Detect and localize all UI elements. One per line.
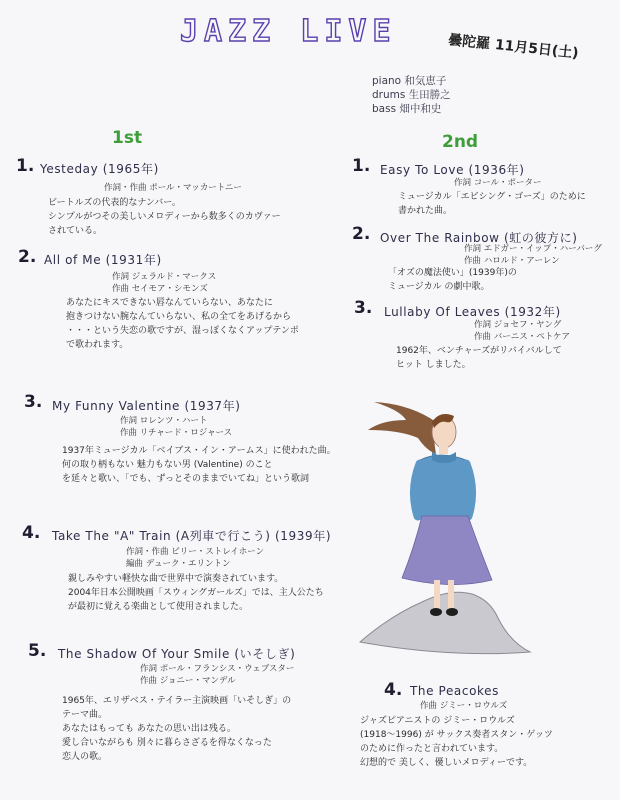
song-title: Easy To Love (1936年) [380, 163, 525, 177]
left-shoe [430, 608, 442, 616]
desc-line: ミュージカル の劇中歌。 [388, 282, 490, 292]
song-credit: 作詞・作曲 ビリー・ストレイホーン [126, 547, 265, 557]
song-number: 1. [16, 156, 35, 176]
song-description [68, 572, 324, 614]
desc-line: 書かれた曲。 [398, 206, 453, 216]
song-credit: 作曲 セイモア・シモンズ [112, 284, 208, 294]
song-title: The Shadow Of Your Smile (いそしぎ) [58, 647, 296, 661]
song-credit: 作詞 ジョセフ・ヤング [474, 320, 562, 330]
song-description [66, 296, 299, 352]
song-number: 2. [352, 224, 371, 244]
desc-line: ・・・という失恋の歌ですが、湿っぽくなくアップテンポ [66, 326, 299, 336]
song-number: 5. [28, 641, 47, 661]
song-credit: 作曲 ジョニー・マンデル [140, 676, 236, 686]
song-title: The Peacokes [410, 684, 499, 698]
member-drums: drums 生田勝之 [372, 89, 451, 101]
song-credit: 作詞 コール・ポーター [454, 178, 542, 188]
woman-illustration [340, 380, 600, 670]
desc-line: 1965年、エリザベス・テイラー主演映画「いそしぎ」の [62, 696, 292, 706]
song-title: Over The Rainbow (虹の彼方に) [380, 231, 578, 245]
desc-line: ビートルズの代表的なナンバー。 [48, 198, 181, 208]
desc-line: 「オズの魔法使い」(1939年)の [388, 268, 517, 278]
song-credit: 作詞・作曲 ポール・マッカートニー [104, 183, 242, 193]
second-set-heading: 2nd [442, 132, 479, 152]
song-credit: 作詞 ポール・フランシス・ウェブスター [140, 664, 295, 674]
song-title: All of Me (1931年) [44, 253, 162, 267]
song-credit: 編曲 デューク・エリントン [126, 559, 231, 569]
member-piano: piano 和気恵子 [372, 75, 447, 87]
song-description [62, 444, 336, 486]
desc-line: (1918〜1996) が サックス奏者スタン・ゲッツ [360, 730, 553, 740]
song-number: 1. [352, 156, 371, 176]
song-description [396, 344, 562, 372]
desc-line: あなたにキスできない唇なんていらない、あなたに [66, 298, 273, 308]
song-description [388, 266, 517, 294]
song-number: 3. [24, 392, 43, 412]
song-title: Take The "A" Train (A列車で行こう) (1939年) [52, 529, 332, 543]
page-title: JAZZ LIVE [180, 14, 397, 49]
desc-line: されている。 [48, 226, 103, 236]
song-credit: 作曲 ジミー・ロウルズ [420, 701, 508, 711]
desc-line: を延々と歌い、「でも、ずっとそのままでいてね」という歌詞 [62, 474, 309, 484]
desc-line: 1962年、ベンチャーズがリバイバルして [396, 346, 562, 356]
song-title: Yesteday (1965年) [40, 162, 159, 176]
left-leg [434, 580, 440, 610]
desc-line: 親しみやすい軽快な曲で世界中で演奏されています。 [68, 574, 284, 584]
song-credit: 作詞 ロレンツ・ハート [120, 416, 208, 426]
song-number: 2. [18, 247, 37, 267]
first-set-heading: 1st [112, 128, 143, 148]
desc-line: で歌われます。 [66, 340, 129, 350]
desc-line: シンプルがつその美しいメロディーから数多くのカヴァー [48, 212, 281, 222]
right-shoe [446, 608, 458, 616]
song-number: 4. [22, 523, 41, 543]
song-number: 4. [384, 680, 403, 700]
desc-line: ミュージカル「エビシング・ゴーズ」のために [398, 192, 586, 202]
song-description [360, 714, 553, 770]
desc-line: が最初に覚える楽曲として使用されました。 [68, 602, 249, 612]
song-description [62, 694, 291, 764]
song-title: Lullaby Of Leaves (1932年) [384, 305, 561, 319]
rock-shape [360, 592, 530, 653]
desc-line: テーマ曲。 [62, 710, 108, 720]
desc-line: 恋人の歌。 [62, 752, 108, 762]
desc-line: 抱きつけない腕なんていらない、私の全てをあげるから [66, 312, 292, 322]
hair-shape [368, 402, 436, 454]
skirt-shape [402, 516, 492, 585]
member-bass: bass 畑中和史 [372, 103, 442, 115]
right-leg [448, 580, 454, 610]
song-credit: 作曲 リチャード・ロジャース [120, 428, 233, 438]
desc-line: ジャズピアニストの ジミー・ロウルズ [360, 716, 515, 726]
sweater-shape [417, 455, 469, 520]
song-credit: 作曲 ハロルド・アーレン [464, 256, 560, 266]
desc-line: 愛し合いながらも 別々に暮らさざるを得なくなった [62, 738, 272, 748]
desc-line: 何の取り柄もない 魅力もない男 (Valentine) のこと [62, 460, 273, 470]
desc-line: 1937年ミュージカル「ベイブス・イン・アームス」に使われた曲。 [62, 446, 336, 456]
desc-line: あなたはもっても あなたの思い出は残る。 [62, 724, 236, 734]
song-description [48, 196, 281, 238]
song-credit: 作曲 バーニス・ペトケア [474, 332, 571, 342]
song-number: 3. [354, 298, 373, 318]
song-description [398, 190, 586, 218]
desc-line: 2004年日本公開映画「スウィングガールズ」では、主人公たち [68, 588, 324, 598]
song-credit: 作詞 ジェラルド・マークス [112, 272, 217, 282]
event-date: 曇陀羅 11月5日(土) [447, 32, 580, 62]
desc-line: ヒット しました。 [396, 360, 471, 370]
band-members [372, 74, 451, 116]
desc-line: 幻想的で 美しく、優しいメロディーです。 [360, 758, 533, 768]
song-title: My Funny Valentine (1937年) [52, 399, 241, 413]
song-credit: 作詞 エドガー・イップ・ハーバーグ [464, 244, 602, 254]
desc-line: のために作ったと言われています。 [360, 744, 504, 754]
neck-shape [439, 446, 448, 454]
